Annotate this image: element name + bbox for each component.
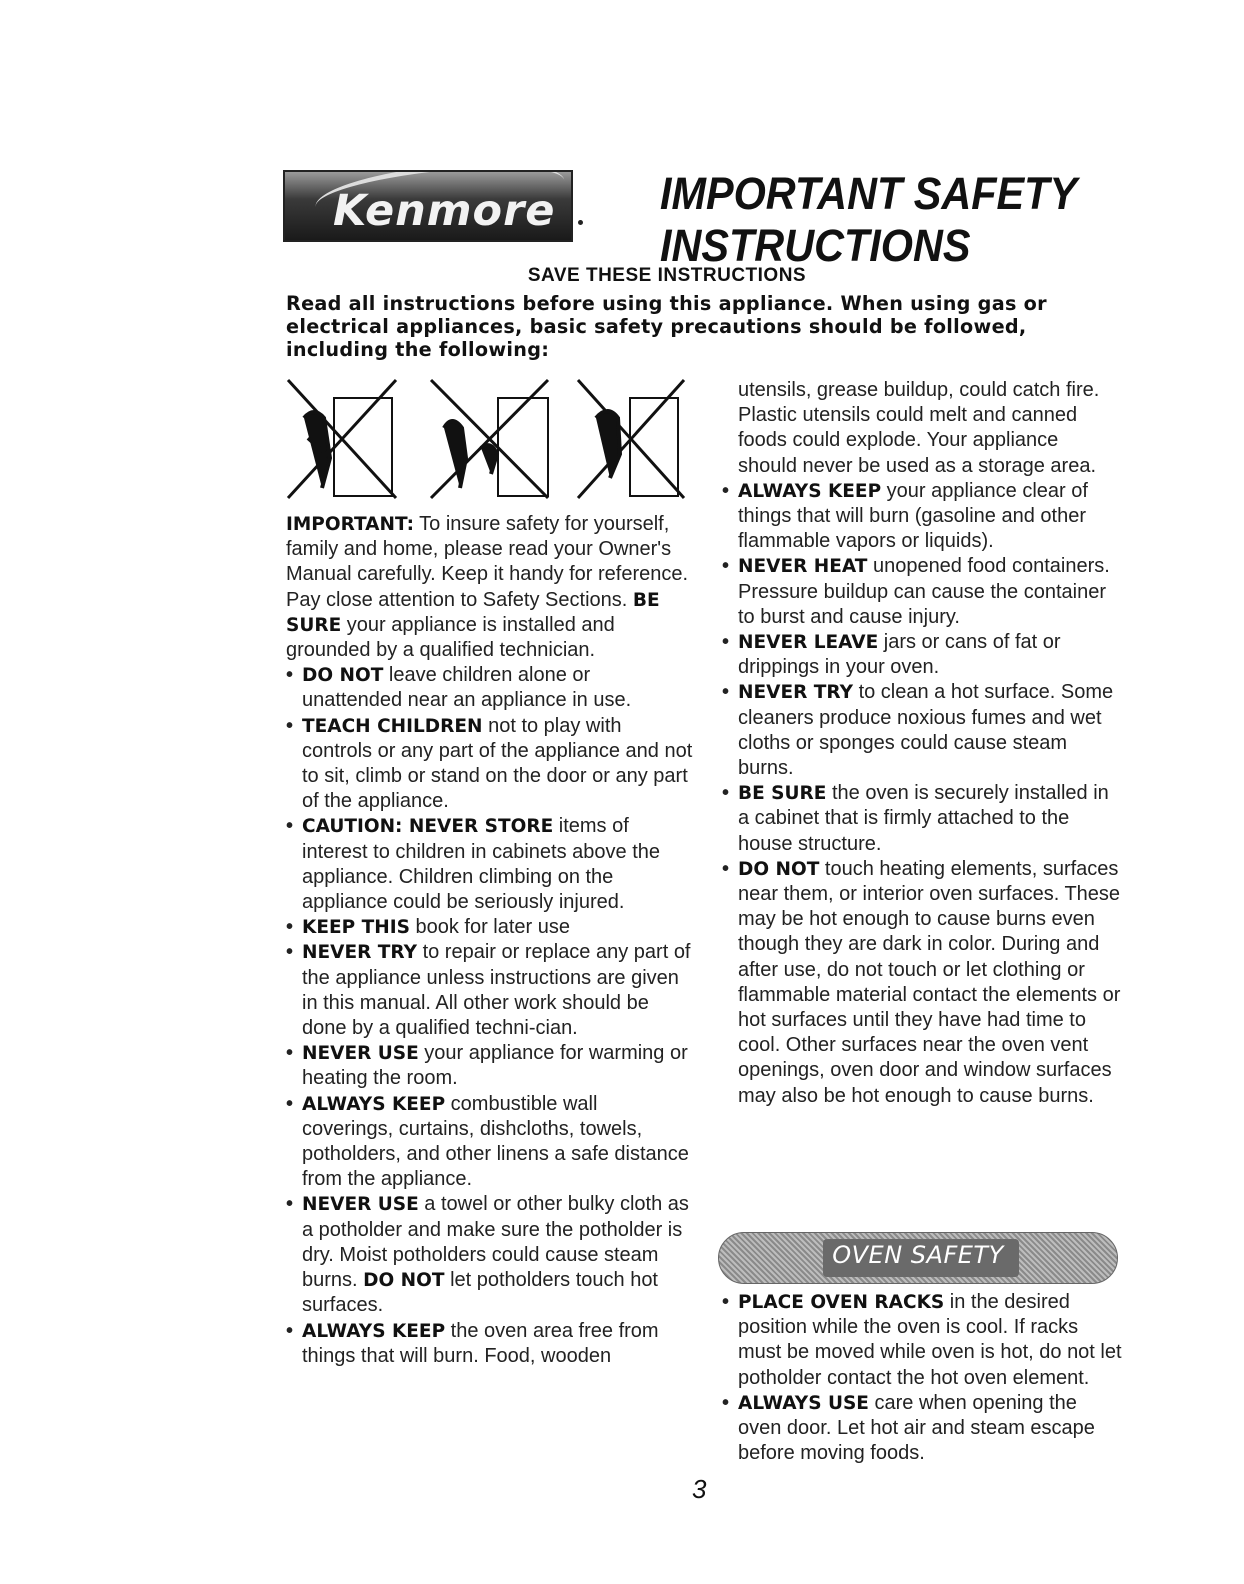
oven-safety-banner (718, 1232, 1118, 1284)
intro-paragraph: Read all instructions before using this appliance. When using gas or electrical appliances, basic safety precautions should be followed, including the following: (286, 292, 1047, 361)
left-column (286, 512, 694, 1369)
continued-text: utensils, grease buildup, could catch fire. Plastic utensils could melt and canned foods could explode. Your appliance should never be used as a storage area. (738, 379, 1100, 477)
important-paragraph: IMPORTANT: To insure safety for yourself, family and home, please read your Owner's Manual carefully. Keep it handy for reference. Pay close attention to Safety Sections. BE SURE your appliance is installed and grounded by a qualified technician. (286, 513, 689, 662)
title-line-1: IMPORTANT SAFETY (660, 168, 1078, 219)
important-label: IMPORTANT: (286, 514, 414, 535)
list-item: • NEVER TRY to clean a hot surface. Some cleaners produce noxious fumes and wet cloths or sponges could cause steam burns. (722, 681, 1114, 780)
list-item: • NEVER HEAT unopened food containers. Pressure buildup can cause the container to burst and cause injury. (722, 555, 1110, 628)
list-item: • NEVER TRY to repair or replace any part of the appliance unless instructions are given in this manual. All other work should be done by a qualified techni-cian. (286, 941, 691, 1040)
page-number: 3 (692, 1474, 707, 1504)
list-item: • DO NOT touch heating elements, surfaces near them, or interior oven surfaces. These may be hot enough to cause burns even though they are dark in color. During and after use, do not touch or let clothing or flammable material contact the elements or hot surfaces until they have had time to cool. Other surfaces near the oven vent openings, oven door and window surfaces may also be hot enough to cause burns. (722, 857, 1121, 1107)
list-item: • ALWAYS KEEP combustible wall coverings, curtains, dishcloths, towels, potholders, and other linens a safe distance from the appliance. (286, 1092, 689, 1191)
logo-trademark-dot (578, 220, 583, 225)
list-item: • BE SURE the oven is securely installed in a cabinet that is firmly attached to the house structure. (722, 782, 1109, 855)
oven-safety-list (722, 1290, 1122, 1466)
list-item: • NEVER LEAVE jars or cans of fat or drippings in your oven. (722, 631, 1061, 679)
list-item: • ALWAYS KEEP your appliance clear of things that will burn (gasoline and other flammable vapors or liquids). (722, 479, 1088, 553)
list-item: • NEVER USE a towel or other bulky cloth as a potholder and make sure the potholder is dry. Moist potholders could cause steam burns. DO NOT let potholders touch hot surfaces. (286, 1193, 689, 1317)
list-item: • DO NOT leave children alone or unattended near an appliance in use. (286, 664, 632, 712)
child-safety-pictograms (286, 378, 686, 500)
kenmore-logo (283, 170, 573, 242)
right-column (722, 378, 1122, 1109)
right-safety-list (722, 479, 1122, 1109)
logo-text: Kenmore (333, 186, 556, 236)
list-item: • PLACE OVEN RACKS in the desired position while the oven is cool. If racks must be moved while oven is hot, do not let potholder contact the hot oven element. (722, 1291, 1122, 1389)
list-item: • TEACH CHILDREN not to play with controls or any part of the appliance and not to sit, climb or stand on the door or any part of the appliance. (286, 714, 693, 813)
title-line-2: INSTRUCTIONS (660, 220, 971, 271)
save-instructions-heading: SAVE THESE INSTRUCTIONS (527, 265, 807, 286)
list-item: • KEEP THIS book for later use (286, 916, 571, 939)
list-item: • NEVER USE your appliance for warming or heating the room. (286, 1042, 688, 1090)
oven-safety-heading: OVEN SAFETY (832, 1241, 1004, 1269)
list-item: • CAUTION: NEVER STORE items of interest to children in cabinets above the appliance. Children climbing on the appliance could be seriously injured. (286, 815, 660, 914)
left-safety-list (286, 663, 694, 1369)
list-item: • ALWAYS USE care when opening the oven door. Let hot air and steam escape before moving foods. (722, 1391, 1095, 1465)
no-child-in-cabinet-icon (578, 380, 684, 498)
oven-safety-section (722, 1290, 1122, 1466)
no-child-on-door-icon (288, 380, 396, 498)
no-child-climbing-icon (431, 380, 548, 498)
page-title (660, 168, 1077, 272)
list-item: • ALWAYS KEEP the oven area free from things that will burn. Food, wooden (286, 1319, 659, 1367)
